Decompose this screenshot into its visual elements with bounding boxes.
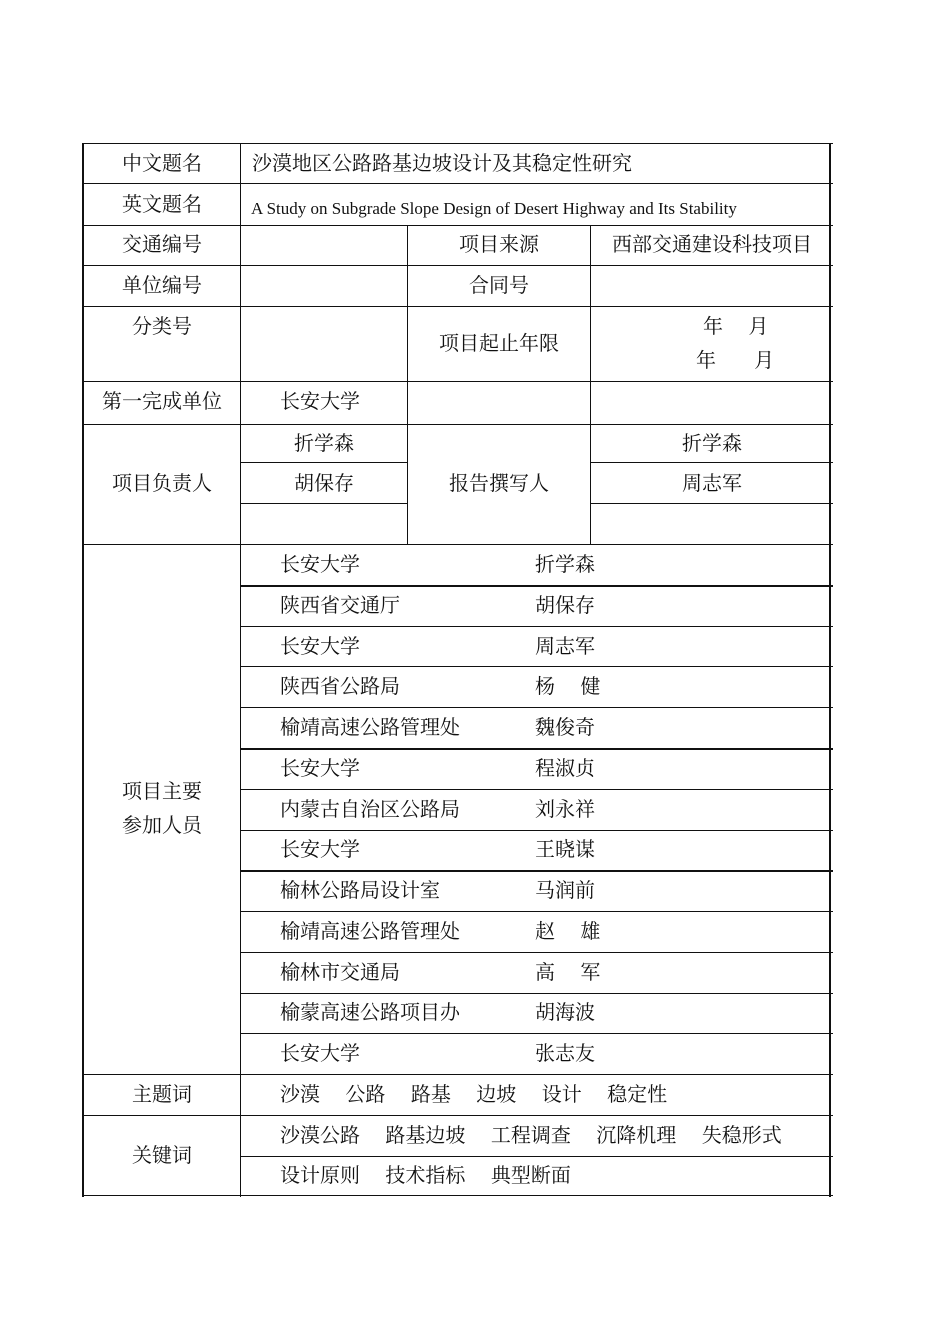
- participant-unit: 榆靖高速公路管理处: [280, 919, 460, 943]
- participant-name: 王晓谋: [535, 837, 595, 861]
- keywords-value: 沙漠公路 路基边坡 工程调查 沉降机理 失稳形式: [280, 1123, 782, 1147]
- project-leader-name: 折学森: [294, 431, 354, 455]
- participant-name: 魏俊奇: [535, 715, 595, 739]
- report-writer-label: 报告撰写人: [449, 471, 549, 495]
- row-line: [240, 666, 833, 667]
- participant-name: 杨 健: [535, 674, 601, 698]
- unit-no-label: 单位编号: [122, 273, 202, 297]
- first-unit-value: 长安大学: [280, 389, 360, 413]
- participants-label: 项目主要: [122, 779, 202, 803]
- row-line: [84, 143, 833, 144]
- row-line: [84, 1195, 833, 1196]
- row-line: [240, 748, 833, 750]
- subject-words-label: 主题词: [132, 1082, 192, 1106]
- project-leader-label: 项目负责人: [112, 471, 212, 495]
- row-line: [84, 424, 833, 425]
- en-title-label: 英文题名: [122, 192, 202, 216]
- column-line: [240, 143, 241, 1197]
- row-line: [240, 707, 833, 708]
- participant-name: 胡海波: [535, 1000, 595, 1024]
- cn-title-label: 中文题名: [122, 151, 202, 175]
- row-line: [84, 544, 833, 545]
- row-line: [591, 503, 833, 504]
- participant-unit: 内蒙古自治区公路局: [280, 797, 460, 821]
- row-line: [84, 225, 833, 226]
- participant-unit: 陕西省公路局: [280, 674, 400, 698]
- participant-name: 赵 雄: [535, 919, 601, 943]
- participant-name: 刘永祥: [535, 797, 595, 821]
- participant-unit: 长安大学: [280, 1041, 360, 1065]
- participant-unit: 陕西省交通厅: [280, 593, 400, 617]
- project-period-start: 年 月: [703, 314, 769, 338]
- row-line: [84, 183, 833, 184]
- column-line: [590, 225, 591, 544]
- project-source-value: 西部交通建设科技项目: [612, 232, 812, 256]
- row-line: [240, 1033, 833, 1034]
- row-line: [84, 265, 833, 266]
- row-line: [591, 462, 833, 463]
- row-line: [240, 830, 833, 831]
- participant-unit: 长安大学: [280, 552, 360, 576]
- participant-unit: 长安大学: [280, 837, 360, 861]
- row-line: [240, 462, 408, 463]
- row-line: [84, 1074, 833, 1075]
- participant-unit: 榆林市交通局: [280, 960, 400, 984]
- report-writer-name: 折学森: [682, 431, 742, 455]
- participant-name: 胡保存: [535, 593, 595, 617]
- row-line: [240, 952, 833, 953]
- first-unit-label: 第一完成单位: [102, 389, 222, 413]
- participant-name: 折学森: [535, 552, 595, 576]
- row-line: [240, 585, 833, 587]
- participant-name: 周志军: [535, 634, 595, 658]
- project-period-label: 项目起止年限: [439, 331, 559, 355]
- row-line: [240, 993, 833, 994]
- contract-no-label: 合同号: [469, 273, 529, 297]
- participant-name: 张志友: [535, 1041, 595, 1065]
- keywords-label: 关键词: [132, 1143, 192, 1167]
- row-line: [240, 911, 833, 912]
- row-line: [240, 626, 833, 627]
- row-line: [240, 503, 408, 504]
- participants-label: 参加人员: [122, 813, 202, 837]
- report-writer-name: 周志军: [682, 471, 742, 495]
- keywords-value: 设计原则 技术指标 典型断面: [280, 1163, 571, 1187]
- project-period-end: 年 月: [696, 348, 775, 372]
- traffic-no-label: 交通编号: [122, 232, 202, 256]
- cn-title-value: 沙漠地区公路路基边坡设计及其稳定性研究: [252, 151, 632, 175]
- participant-unit: 榆林公路局设计室: [280, 878, 440, 902]
- subject-words-value: 沙漠 公路 路基 边坡 设计 稳定性: [280, 1082, 668, 1106]
- participant-unit: 榆靖高速公路管理处: [280, 715, 460, 739]
- row-line: [240, 870, 833, 872]
- row-line: [84, 1115, 833, 1116]
- participant-unit: 长安大学: [280, 634, 360, 658]
- row-line: [84, 381, 833, 382]
- project-source-label: 项目来源: [459, 232, 539, 256]
- row-line: [240, 789, 833, 790]
- project-info-table: [82, 143, 831, 1197]
- row-line: [240, 1156, 833, 1157]
- participant-name: 程淑贞: [535, 756, 595, 780]
- project-leader-name: 胡保存: [294, 471, 354, 495]
- participant-unit: 榆蒙高速公路项目办: [280, 1000, 460, 1024]
- participant-unit: 长安大学: [280, 756, 360, 780]
- en-title-value: A Study on Subgrade Slope Design of Desert Highway and Its Stability: [251, 199, 737, 218]
- class-no-label: 分类号: [132, 314, 192, 338]
- participant-name: 高 军: [535, 960, 601, 984]
- row-line: [84, 306, 833, 307]
- participant-name: 马润前: [535, 878, 595, 902]
